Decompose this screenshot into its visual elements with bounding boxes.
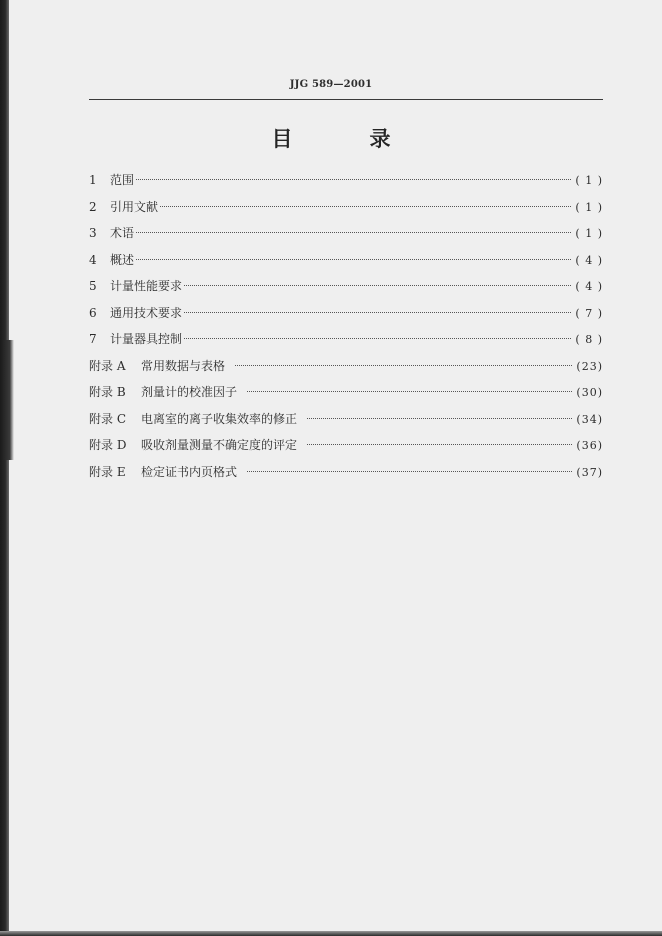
toc-entry-title: 概述: [110, 252, 135, 267]
toc-appendix-entry[interactable]: [89, 462, 603, 489]
toc-appendix-entry[interactable]: [89, 356, 603, 383]
dot-leader: [160, 206, 571, 207]
dot-leader: [235, 365, 572, 366]
toc-entry[interactable]: [89, 223, 603, 250]
table-of-contents: [89, 170, 603, 488]
toc-entry-number: 4: [89, 252, 97, 267]
dot-leader: [184, 312, 571, 313]
toc-entry-page: (30): [576, 386, 603, 399]
toc-entry-title: 剂量计的校准因子: [141, 385, 238, 399]
dot-leader: [136, 179, 571, 180]
document-code: JJG 589—2001: [289, 79, 373, 90]
appendix-label: 附录 E: [89, 464, 126, 479]
toc-entry-number: 5: [89, 279, 97, 293]
toc-entry-number: 2: [89, 199, 97, 214]
dot-leader: [247, 391, 572, 392]
dot-leader: [136, 259, 571, 260]
toc-entry-number: 7: [89, 332, 97, 346]
toc-entry[interactable]: [89, 197, 603, 224]
toc-entry-page: ( 1 ): [575, 200, 603, 214]
toc-entry-page: (34): [576, 412, 603, 426]
toc-entry-title: 吸收剂量测量不确定度的评定: [141, 438, 298, 452]
appendix-label: 附录 B: [89, 385, 126, 399]
toc-entry-page: ( 1 ): [575, 174, 603, 187]
header-rule: [89, 99, 603, 100]
toc-entry-page: ( 4 ): [575, 253, 603, 267]
page-title: 目 录: [271, 126, 419, 151]
toc-entry-page: ( 7 ): [575, 306, 603, 320]
toc-entry-page: (36): [576, 439, 603, 452]
toc-entry-number: 3: [89, 226, 97, 240]
toc-entry-title: 术语: [110, 226, 135, 240]
toc-entry-page: (37): [576, 465, 603, 479]
toc-entry-page: ( 4 ): [575, 280, 603, 293]
toc-entry-title: 计量性能要求: [110, 279, 183, 293]
dot-leader: [184, 338, 571, 339]
toc-entry-title: 通用技术要求: [110, 305, 183, 320]
appendix-label: 附录 D: [89, 438, 127, 452]
toc-entry-page: (23): [576, 359, 603, 373]
toc-entry-title: 计量器具控制: [110, 332, 183, 346]
toc-entry[interactable]: [89, 329, 603, 356]
toc-entry-title: 检定证书内页格式: [141, 464, 238, 479]
dot-leader: [307, 444, 572, 445]
toc-entry[interactable]: [89, 276, 603, 303]
toc-entry[interactable]: [89, 250, 603, 277]
appendix-label: 附录 C: [89, 411, 126, 426]
toc-appendix-entry[interactable]: [89, 409, 603, 436]
dot-leader: [247, 471, 572, 472]
toc-entry-title: 电离室的离子收集效率的修正: [141, 411, 298, 426]
dot-leader: [184, 285, 571, 286]
toc-entry-title: 常用数据与表格: [141, 358, 226, 373]
toc-entry-number: 6: [89, 305, 97, 320]
toc-entry-number: 1: [89, 173, 97, 187]
toc-appendix-entry[interactable]: [89, 382, 603, 409]
dot-leader: [307, 418, 572, 419]
toc-entry-title: 引用文献: [110, 199, 159, 214]
toc-entry[interactable]: [89, 170, 603, 197]
toc-entry[interactable]: [89, 303, 603, 330]
toc-appendix-entry[interactable]: [89, 435, 603, 462]
dot-leader: [136, 232, 571, 233]
toc-entry-page: ( 1 ): [575, 227, 603, 240]
scan-edge-bottom: [0, 931, 662, 936]
toc-entry-page: ( 8 ): [575, 333, 603, 346]
scan-edge-notch: [0, 340, 14, 460]
toc-entry-title: 范围: [110, 173, 135, 187]
appendix-label: 附录 A: [89, 358, 126, 373]
